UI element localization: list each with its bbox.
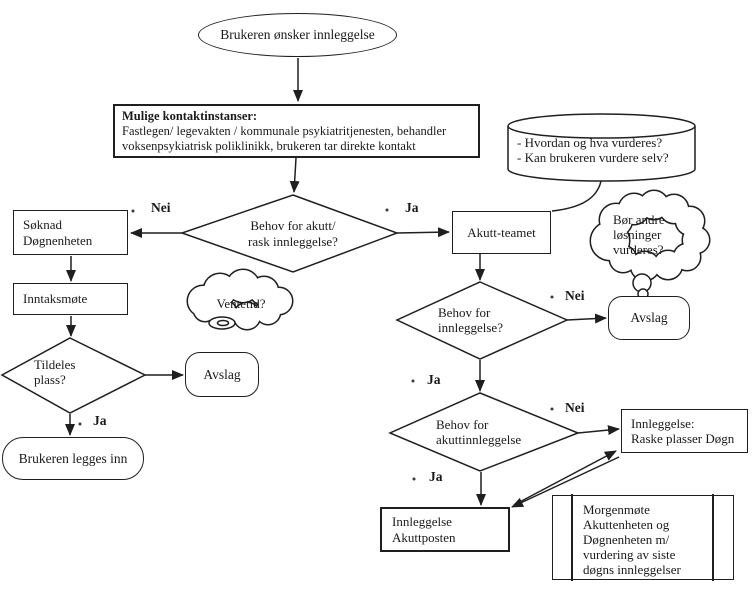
label-nei-main: Nei <box>151 200 171 215</box>
contact-body: Fastlegen/ legevakten / kommunale psykiatritjenesten, behandler voksenpsykiatrisk poliklinikk, brukeren tar direkte kontakt <box>122 123 447 153</box>
decision-admission-text: Behov for innleggelse? <box>438 305 503 335</box>
ventetid-text: Ventetid? <box>216 296 266 311</box>
predefined-process-line-right <box>712 494 714 581</box>
start-node <box>198 13 397 57</box>
avslag-left-node: Avslag <box>185 352 259 397</box>
edge-nei-raskeplasser <box>578 429 619 433</box>
soknad-dognenheten-box: Søknad Døgnenheten <box>13 210 128 255</box>
inntaksmote-box: Inntaksmøte <box>13 283 128 315</box>
thought-tail-icon <box>209 317 235 329</box>
decision-acute-admission-text: Behov for akuttinnleggelse <box>436 417 522 447</box>
contact-heading: Mulige kontaktinstanser: <box>122 108 258 123</box>
innleggelse-akuttposten-box: Innleggelse Akuttposten <box>380 507 510 552</box>
label-ja-main: Ja <box>405 200 419 215</box>
label-ja-plass: Ja <box>93 413 107 428</box>
decision-plass-text: Tildeles plass? <box>34 357 76 387</box>
label-nei-acute: Nei <box>565 400 585 415</box>
brukeren-legges-inn-node: Brukeren legges inn <box>2 437 144 480</box>
edge-ja-akuttteam <box>397 232 449 233</box>
morgenmote-box <box>552 495 734 580</box>
edge-nei-avslag <box>567 318 606 320</box>
label-ja-acute: Ja <box>429 469 443 484</box>
decision-acute-text: Behov for akutt/ rask innleggelse? <box>248 218 338 249</box>
akutt-teamet-box: Akutt-teamet <box>452 211 551 254</box>
start-label: Brukeren ønsker innleggelse <box>220 27 375 42</box>
predefined-process-line-left <box>571 494 573 581</box>
edge-contacts-decision <box>294 158 296 192</box>
assessment-note-text: - Hvordan og hva vurderes? - Kan brukeren vurdere selv? <box>517 135 669 165</box>
label-nei-admission: Nei <box>565 288 585 303</box>
callout-tail <box>552 181 601 211</box>
label-ja-admission: Ja <box>427 372 441 387</box>
innleggelse-raske-plasser-box: Innleggelse: Raske plasser Døgn <box>621 409 748 453</box>
other-solutions-text: Bør andre løsninger vurderes? <box>613 212 665 257</box>
morgenmote-text: Morgenmøte Akuttenheten og Døgnenheten m/ vurdering av siste døgns innleggelser <box>583 502 681 577</box>
contact-instances-box <box>113 104 480 158</box>
avslag-right-node: Avslag <box>608 296 690 340</box>
